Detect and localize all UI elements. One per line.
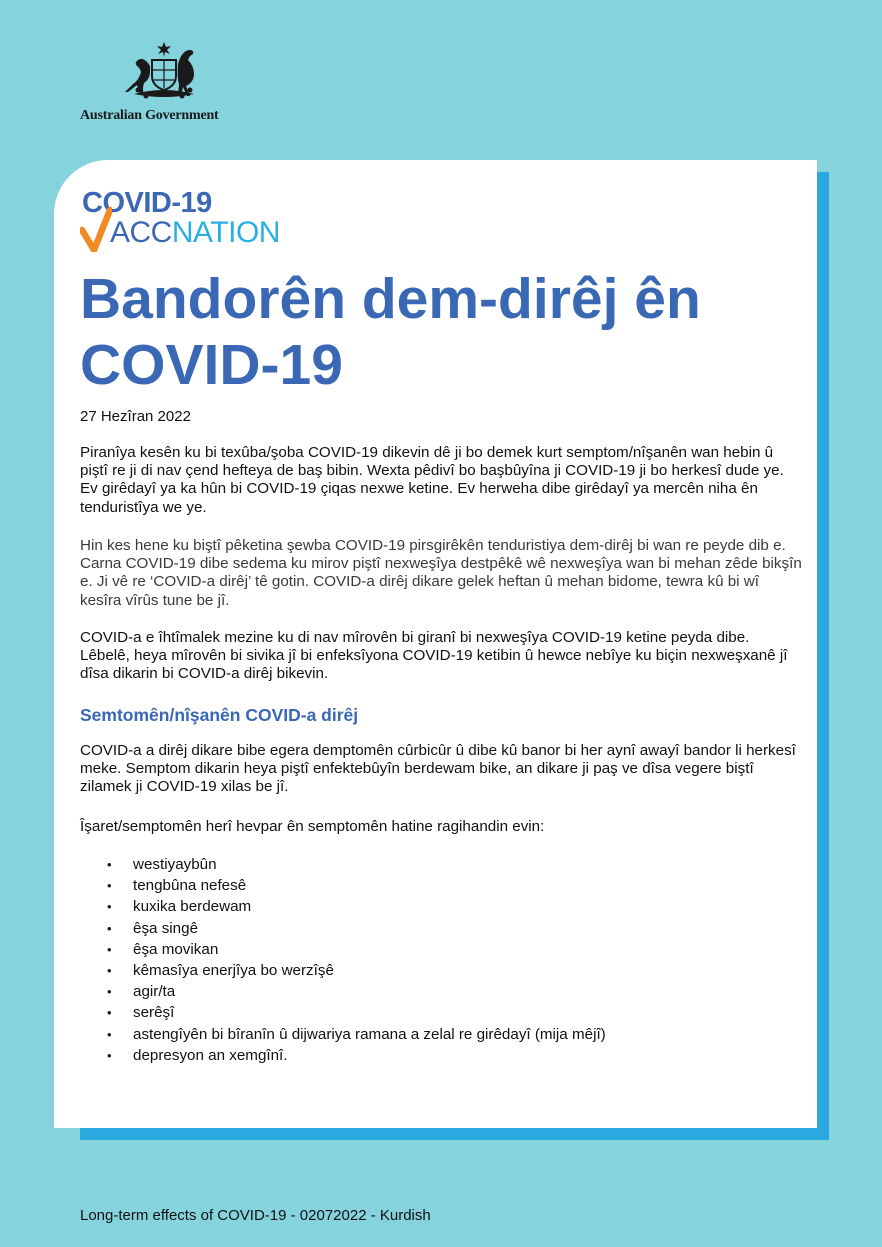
symptom-text: serêşî [133,1004,175,1022]
symptom-text: tengbûna nefesê [133,877,247,895]
covid-vaccination-logo [82,188,322,252]
bullet: • [107,857,112,872]
list-item [80,939,606,960]
symptom-text: êşa movikan [133,940,219,958]
list-item [80,1024,606,1045]
government-name: Australian Government [80,108,219,123]
symptoms-heading: Semtomên/nîşanên COVID-a dirêj [80,705,359,725]
symptom-text: astengîyên bi bîranîn û dijwariya ramana a zelal re girêdayî (mija mêjî) [133,1025,606,1043]
list-item [80,854,606,875]
risk-paragraph: COVID-a e îhtîmalek mezine ku di nav mîrovên bi giranî bi nexweşîya COVID-19 ketine peyda dibe. Lêbelê, heya mîrovên bi sivika jî bi enfeksîyona COVID-19 ketibin û hewce nebîye ku biçin nexweşxanê jî dîsa dikarin bi COVID-a dirêj bikevin. [80,629,788,683]
list-item [80,1045,606,1066]
document-footer: Long-term effects of COVID-19 - 02072022 - Kurdish [80,1207,431,1224]
logo-nation-text: NATION [171,216,280,249]
bullet: • [107,1047,112,1063]
bullet: • [107,941,112,957]
symptoms-intro-paragraph: COVID-a a dirêj dikare bibe egera demptomên cûrbicûr û dibe kû banor bi her aynî awayî bandor li herkesî meke. Semptom dikarin heya piştî enfektebûyîn berdewam bike, an dikare ji paş ve dîsa vegere biştî zilamek ji COVID-19 xilas be jî. [80,742,796,796]
list-item [80,875,606,896]
coat-of-arms-icon [120,40,208,104]
intro-paragraph: Piranîya kesên ku bi texûba/şoba COVID-19 dikevin dê ji bo demek kurt semptom/nîşanên wan hebin û piştî re ji di nav çend hefteya de baş bibin. Wexta pêdivî bo başbûyîna ji COVID-19 ji bo herkesî dude ye. Ev girêdayî ya ka hûn bi COVID-19 çiqas nexwe ketine. Ev herweha dibe girêdayî ya mercên niha ên tenduristîya we ye. [80,444,784,516]
logo-covid-text: COVID-19 [82,187,212,219]
symptom-text: westiyaybûn [133,856,217,873]
symptom-list [80,854,606,1066]
orange-checkmark-icon [80,206,112,252]
symptom-text: êşa singê [133,919,199,937]
symptom-text: depresyon an xemgînî. [133,1046,288,1064]
page-title: Bandorên dem-dirêj ên COVID-19 [80,267,701,397]
bullet: • [107,920,112,936]
list-item [80,896,606,917]
symptom-text: agir/ta [133,983,176,1001]
bullet: • [107,878,112,894]
bullet: • [107,1026,112,1042]
symptom-text: kuxika berdewam [133,898,252,916]
symptom-text: kêmasîya enerjîya bo werzîşê [133,962,334,980]
bullet: • [107,1005,112,1021]
bullet: • [107,963,112,979]
long-covid-paragraph: Hin kes hene ku biştî pêketina şewba COVID-19 pirsgirêkên tenduristiya dem-dirêj bi wan re peyde dib e. Carna COVID-19 dibe sedema ku mirov piştî nexweşîya destpêkê wê nexweşîya wan bi mehan zêde bikşîn e. Ji vê re ‘COVID-a dirêj’ tê gotin. COVID-a dirêj dikare gelek heftan û mehan bidome, tewra kû bi wî kesîra vîrûs tune be jî. [80,537,802,609]
list-item [80,918,606,939]
list-item [80,981,606,1002]
list-item [80,960,606,981]
bullet: • [107,899,112,915]
publication-date: 27 Hezîran 2022 [80,408,191,425]
common-symptoms-paragraph: Îşaret/semptomên herî hevpar ên semptomên hatine ragihandin evin: [80,818,545,835]
list-item [80,1002,606,1023]
logo-acc-text: ACC [110,216,172,249]
bullet: • [107,984,112,1000]
